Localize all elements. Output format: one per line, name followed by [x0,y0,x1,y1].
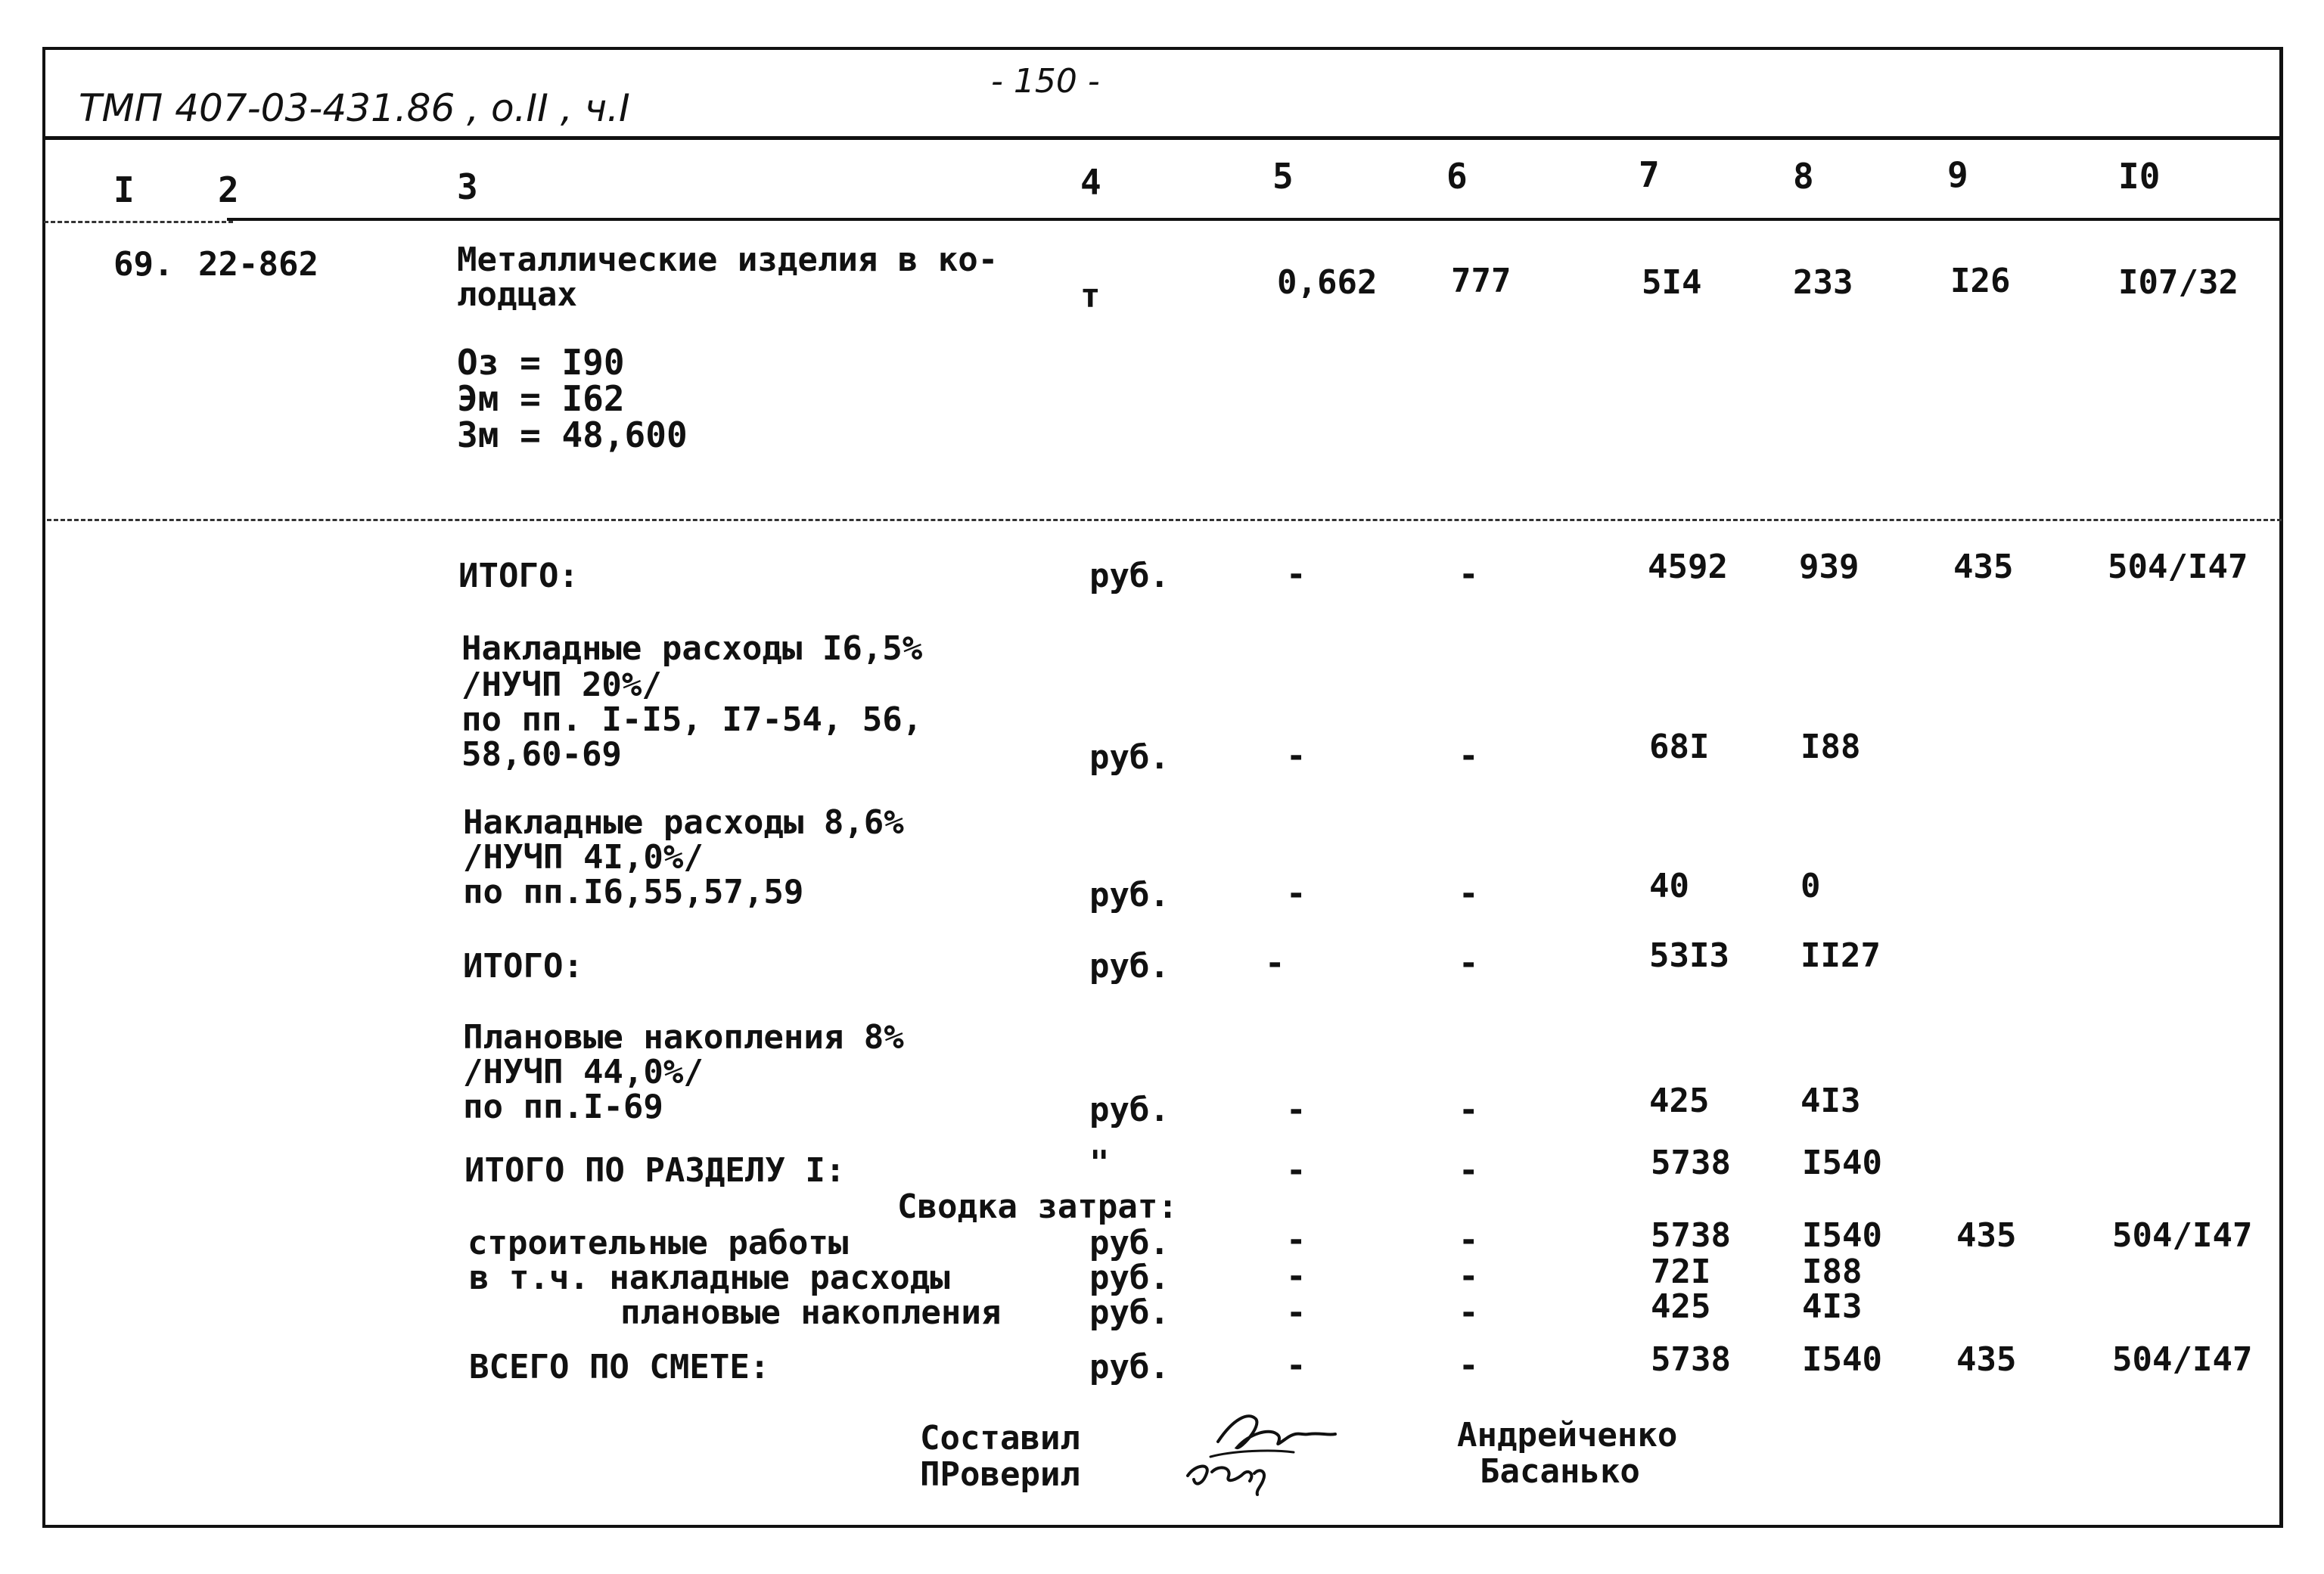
item-col6: 777 [1451,262,1512,300]
row-col5: - [1286,555,1306,594]
item-col8: 233 [1793,263,1853,302]
item-quantity: 0,662 [1277,263,1378,302]
row-col5: - [1286,1221,1306,1259]
row-unit: руб. [1089,947,1170,986]
item-number: 69. [113,245,174,284]
row-col5: - [1286,1346,1306,1385]
row-col7: 53I3 [1649,936,1729,975]
row-col9: 435 [1956,1340,2017,1379]
row-col8: 4I3 [1802,1287,1863,1326]
row-unit: руб. [1089,1348,1170,1386]
row-label: ИТОГО: [458,557,579,595]
col-header-10: I0 [2118,156,2161,197]
row-col6: - [1459,1346,1479,1385]
compiled-label: Составил [920,1419,1080,1458]
row-col8: 939 [1799,548,1860,586]
row-text-line1: Накладные расходы I6,5% [461,629,923,668]
row-unit: руб. [1089,876,1170,914]
row-label: ИТОГО ПО РАЗДЕЛУ I: [464,1151,846,1190]
row-unit: руб. [1089,557,1170,595]
row-label: плановые накопления [620,1293,1002,1332]
column-header-rule [227,218,2282,221]
row-col7: 5738 [1651,1216,1731,1255]
row-label: строительные работы [468,1224,849,1262]
row-col5: - [1286,1151,1306,1190]
row-col5: - [1286,874,1306,913]
row-col8: 0 [1800,867,1821,905]
item-code: 22-862 [198,245,318,284]
cost-summary-title: Сводка затрат: [897,1187,1178,1226]
row-col8: I88 [1802,1253,1863,1291]
row-col6: - [1459,944,1479,983]
item-note-1: Оз = I90 [457,342,625,383]
col-header-1: I [113,169,135,210]
checked-name: Басанько [1480,1452,1640,1491]
row-text-line4: 58,60-69 [461,735,622,774]
row-label: ВСЕГО ПО СМЕТЕ: [469,1348,770,1386]
row-col6: - [1459,1151,1479,1190]
row-col8: I540 [1802,1340,1882,1379]
row-col6: - [1459,1293,1479,1332]
row-col5: - [1265,944,1285,983]
checked-label: ПРоверил [920,1455,1080,1494]
row-col10: 504/I47 [2108,548,2248,586]
row-col10: 504/I47 [2112,1216,2253,1255]
row-col8: I540 [1802,1216,1882,1255]
row-text-line1: Накладные расходы 8,6% [463,803,904,842]
row-text-line2: /НУЧП 4I,0%/ [463,838,704,877]
item-col7: 5I4 [1642,263,1702,302]
row-col6: - [1459,874,1479,913]
row-unit: руб. [1089,1259,1170,1297]
col-header-8: 8 [1793,156,1814,197]
row-col7: 40 [1649,867,1689,905]
row-col8: I540 [1802,1144,1882,1182]
row-col7: 68I [1649,728,1710,766]
row-col5: - [1286,1293,1306,1332]
row-col8: 4I3 [1800,1082,1861,1120]
col-header-4: 4 [1080,162,1101,203]
col-header-3: 3 [457,166,478,207]
row-col9: 435 [1953,548,2014,586]
row-col8: I88 [1800,728,1861,766]
row-col6: - [1459,1091,1479,1129]
row-unit: руб. [1089,1224,1170,1262]
col-header-5: 5 [1272,156,1294,197]
row-unit: " [1089,1144,1110,1182]
item-description-line2: лодцах [457,275,577,314]
row-col9: 435 [1956,1216,2017,1255]
row-text-line2: /НУЧП 20%/ [461,666,662,704]
col-header-9: 9 [1947,154,1968,195]
row-col7: 4592 [1648,548,1728,586]
item-col9: I26 [1950,262,2011,300]
row-col8: II27 [1800,936,1881,975]
row-unit: руб. [1089,1293,1170,1332]
row-unit: руб. [1089,1091,1170,1129]
compiled-name: Андрейченко [1457,1416,1678,1454]
row-col7: 5738 [1651,1144,1731,1182]
row-col6: - [1459,1257,1479,1296]
handwritten-signature-image [1165,1389,1392,1502]
header-rule [44,136,2282,140]
row-col6: - [1459,1221,1479,1259]
row-col6: - [1459,737,1479,775]
col-header-6: 6 [1446,156,1468,197]
row-unit: руб. [1089,738,1170,777]
item-col10: I07/32 [2118,263,2239,302]
column-header-dash [44,221,233,223]
col-header-7: 7 [1639,154,1660,195]
item-note-2: Эм = I62 [457,378,625,419]
row-col5: - [1286,1257,1306,1296]
row-text-line3: по пп. I-I5, I7-54, 56, [461,700,923,739]
row-text-line1: Плановые накопления 8% [463,1018,904,1057]
row-col7: 425 [1649,1082,1710,1120]
document-code: ТМП 407-03-431.86 , о.II , ч.I [79,86,630,130]
page-number: - 150 - [991,62,1100,101]
section-divider [47,519,2282,521]
row-text-line3: по пп.I6,55,57,59 [463,873,804,911]
item-note-3: Зм = 48,600 [457,414,688,455]
row-text-line2: /НУЧП 44,0%/ [463,1053,704,1091]
row-text-line3: по пп.I-69 [463,1088,663,1126]
item-description-line1: Металлические изделия в ко- [457,241,999,279]
row-col6: - [1459,555,1479,594]
row-label: в т.ч. накладные расходы [469,1259,950,1297]
row-col7: 72I [1651,1253,1711,1291]
row-col10: 504/I47 [2112,1340,2253,1379]
row-col5: - [1286,737,1306,775]
row-col5: - [1286,1091,1306,1129]
item-unit: т [1080,277,1101,315]
col-header-2: 2 [218,169,239,210]
row-col7: 5738 [1651,1340,1731,1379]
row-col7: 425 [1651,1287,1711,1326]
row-label: ИТОГО: [463,947,583,986]
